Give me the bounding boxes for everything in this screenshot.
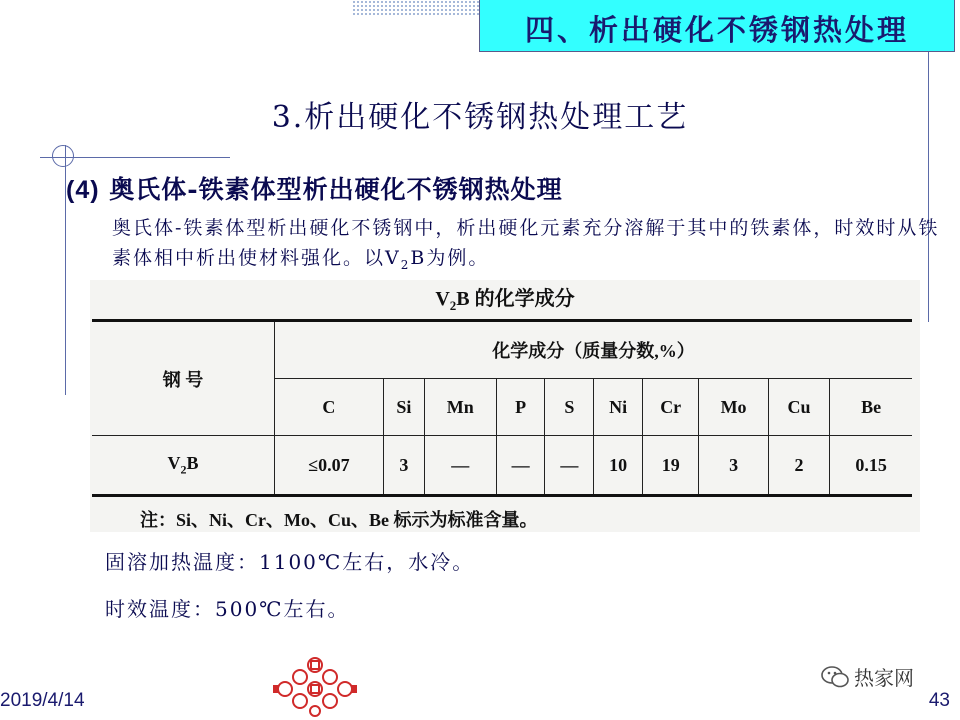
- value-cell: 3: [699, 436, 768, 496]
- section-title: 3.析出硬化不锈钢热处理工艺: [271, 100, 689, 135]
- dotted-decoration: [352, 0, 480, 16]
- value-cell: 0.15: [830, 436, 912, 496]
- group-header: 化学成分（质量分数,%）: [275, 321, 913, 379]
- paragraph-text-1: 奥氏体-铁素体型析出硬化不锈钢中，析出硬化元素充分溶解于其中的铁素体，时效时从铁素体相中析出使材料强化。以V: [112, 217, 940, 269]
- paragraph-text-2: B为例。: [410, 247, 490, 269]
- composition-table: [92, 319, 912, 497]
- value-cell: 2: [768, 436, 830, 496]
- crosshair-ornament: [52, 145, 74, 167]
- subsection-title: 奥氏体-铁素体型析出硬化不锈钢热处理: [99, 175, 563, 204]
- value-cell: 3: [383, 436, 424, 496]
- body-paragraph: [112, 213, 957, 280]
- aging-temperature: 时效温度：500℃左右。: [105, 597, 350, 621]
- value-cell: 19: [642, 436, 698, 496]
- solution-temperature: 固溶加热温度：1100℃左右，水冷。: [105, 550, 475, 574]
- value-cell: —: [496, 436, 545, 496]
- steel-b: B: [186, 452, 199, 473]
- table-caption: [90, 282, 920, 314]
- wechat-icon: [820, 664, 850, 690]
- steel-grade-cell: [92, 436, 275, 496]
- col-header: Cr: [642, 379, 698, 436]
- footer-date: 2019/4/14: [0, 690, 85, 711]
- caption-v: V: [435, 288, 450, 310]
- value-cell: ≤0.07: [275, 436, 384, 496]
- subsection-number: (4): [66, 176, 100, 204]
- steel-v: V: [167, 452, 181, 473]
- value-cell: —: [424, 436, 496, 496]
- page-number: 43: [928, 690, 950, 711]
- watermark: [820, 662, 930, 692]
- subsection-heading: [66, 170, 563, 206]
- col-header: Cu: [768, 379, 830, 436]
- col-header: P: [496, 379, 545, 436]
- col-header: Be: [830, 379, 912, 436]
- paragraph-subscript: 2: [400, 257, 411, 272]
- col-header: Si: [383, 379, 424, 436]
- col-header: Mo: [699, 379, 768, 436]
- col-header: C: [275, 379, 384, 436]
- steel-subscript: 2: [180, 462, 187, 477]
- header-title: 四、析出硬化不锈钢热处理: [524, 13, 909, 47]
- col-header: S: [545, 379, 594, 436]
- composition-table-image: [90, 280, 920, 532]
- value-cell: —: [545, 436, 594, 496]
- col-header: Mn: [424, 379, 496, 436]
- caption-subscript: 2: [449, 298, 457, 313]
- value-cell: 10: [594, 436, 643, 496]
- caption-rest: B 的化学成分: [456, 288, 575, 310]
- header-banner: [479, 0, 955, 52]
- watermark-text: 热家网: [854, 666, 914, 690]
- ornamental-logo: [265, 655, 365, 717]
- col-header: Ni: [594, 379, 643, 436]
- table-note: 注：Si、Ni、Cr、Mo、Cu、Be 标示为标准含量。: [140, 510, 538, 530]
- row-header-steel: 钢 号: [92, 321, 275, 436]
